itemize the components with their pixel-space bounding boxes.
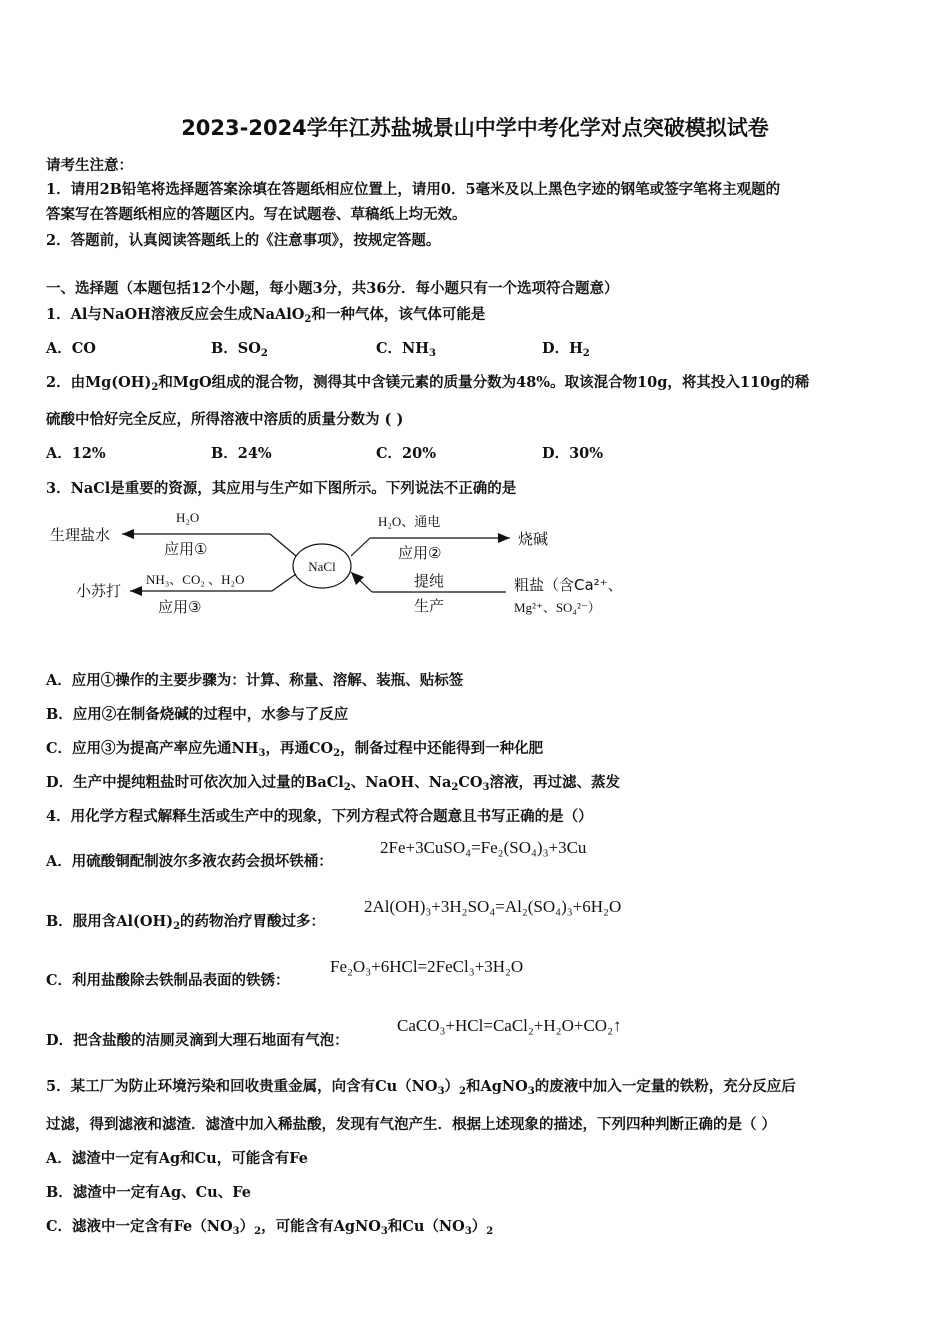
q4-option-d: D．把含盐酸的洁厕灵滴到大理石地面有气泡： [46, 1032, 349, 1049]
diagram-crude-salt-1: 粗盐（含Ca²⁺、 [514, 576, 623, 594]
diagram-saline: 生理盐水 [50, 526, 111, 544]
q3-stem: 3．NaCl是重要的资源，其应用与生产如下图所示。下列说法不正确的是 [46, 480, 517, 497]
q1-option-d: D．$H_2$ [542, 340, 590, 359]
diagram-use-2: 应用② [398, 544, 442, 562]
link-nacl-1 [270, 534, 296, 556]
q4-stem: 4．用化学方程式解释生活或生产中的现象，下列方程式符合题意且书写正确的是（） [46, 808, 593, 825]
diagram-nacl: NaCl [308, 559, 336, 574]
link-nacl-2 [351, 538, 370, 556]
notice-line-1: 1．请用2B铅笔将选择题答案涂填在答题纸相应位置上，请用0．5毫米及以上黑色字迹的钢笔或签字笔将主观题的 [46, 181, 781, 198]
q5-option-a: A．滤渣中一定有Ag和Cu，可能含有Fe [46, 1150, 308, 1167]
q2-stem-line-2: 硫酸中恰好完全反应，所得溶液中溶质的质量分数为 ( ) [46, 411, 404, 428]
q2-stem-line-1: 2．由$Mg(OH)_2$和MgO组成的混合物，测得其中含镁元素的质量分数为48%。取该混合物10g，将其投入110g的稀 [46, 374, 810, 393]
q1-option-a: A．CO [46, 340, 96, 357]
diagram-caustic-soda: 烧碱 [518, 530, 549, 548]
q4-option-a: A．用硫酸铜配制波尔多液农药会损坏铁桶： [46, 853, 333, 870]
page-title: 2023-2024学年江苏盐城景山中学中考化学对点突破模拟试卷 [181, 116, 769, 140]
arrowhead-saline [122, 529, 134, 539]
diagram-purify: 提纯 [414, 572, 445, 590]
q5-stem-line-2: 过滤，得到滤液和滤渣．滤渣中加入稀盐酸，发现有气泡产生．根据上述现象的描述，下列四种判断正确的是（ ） [46, 1116, 777, 1133]
q4-option-c: C．利用盐酸除去铁制品表面的铁锈： [46, 972, 290, 989]
q2-option-b: B．24% [211, 445, 272, 462]
q1-stem: 1．Al与NaOH溶液反应会生成NaAlO$_2$和一种气体，该气体可能是 [46, 306, 486, 325]
q4-equation-c: Fe₂O₃+6HCl=2FeCl₃+3H₂O [330, 957, 524, 976]
arrowhead-baking-soda [130, 586, 142, 596]
q3-option-a: A．应用①操作的主要步骤为：计算、称量、溶解、装瓶、贴标签 [46, 672, 464, 689]
q1-option-b: B．$SO_2$ [211, 340, 268, 359]
q3-option-c: C．应用③为提高产率应先通$NH_3$，再通$CO_2$，制备过程中还能得到一种化肥 [46, 740, 544, 759]
notice-line-2: 答案写在答题纸相应的答题区内。写在试题卷、草稿纸上均无效。 [46, 206, 467, 223]
q5-stem-line-1: 5．某工厂为防止环境污染和回收贵重金属，向含有$Cu(NO_3)_2$和AgNO$_3$的废液中加入一定量的铁粉，充分反应后 [46, 1078, 796, 1097]
link-nacl-3 [272, 574, 296, 591]
q3-option-d: D．生产中提纯粗盐时可依次加入过量的BaCl$_2$、NaOH、$Na_2CO_3$溶液，再过滤、蒸发 [46, 774, 620, 793]
q2-option-c: C．20% [376, 445, 436, 462]
q3-option-b: B．应用②在制备烧碱的过程中，水参与了反应 [46, 706, 349, 723]
diagram-water: H₂O [176, 510, 200, 525]
q5-option-b: B．滤渣中一定有Ag、Cu、Fe [46, 1184, 251, 1201]
arrowhead-caustic-soda [498, 533, 510, 543]
section-heading: 一、选择题（本题包括12个小题，每小题3分，共36分．每小题只有一个选项符合题意） [46, 280, 619, 297]
q5-option-c: C．滤液中一定含有$Fe(NO_3)_2$，可能含有AgNO$_3$和$Cu(NO_3)_2$ [46, 1218, 494, 1237]
diagram-crude-salt-2: Mg²⁺、SO₄²⁻） [514, 600, 601, 615]
q2-option-a: A．12% [46, 445, 106, 462]
notice-heading: 请考生注意： [46, 157, 133, 174]
q4-equation-d: CaCO₃+HCl=CaCl₂+H₂O+CO₂↑ [397, 1016, 622, 1035]
q1-option-c: C．$NH_3$ [376, 340, 436, 359]
q4-option-b: B．服用含$Al(OH)_2$的药物治疗胃酸过多： [46, 913, 326, 932]
diagram-use-1: 应用① [164, 540, 208, 558]
diagram-produce: 生产 [414, 597, 445, 615]
notice-line-3: 2．答题前，认真阅读答题纸上的《注意事项》，按规定答题。 [46, 232, 441, 249]
q2-option-d: D．30% [542, 445, 604, 462]
nacl-flow-diagram [46, 506, 646, 624]
diagram-electrolysis: H₂O、通电 [378, 514, 441, 529]
q4-equation-a: 2Fe+3CuSO₄=Fe₂(SO₄)₃+3Cu [380, 838, 587, 857]
diagram-use-3: 应用③ [158, 598, 202, 616]
diagram-reagents-3: NH₃、CO₂ 、H₂O [146, 572, 245, 587]
q4-equation-b: 2Al(OH)₃+3H₂SO₄=Al₂(SO₄)₃+6H₂O [364, 897, 622, 916]
diagram-baking-soda: 小苏打 [76, 582, 122, 600]
